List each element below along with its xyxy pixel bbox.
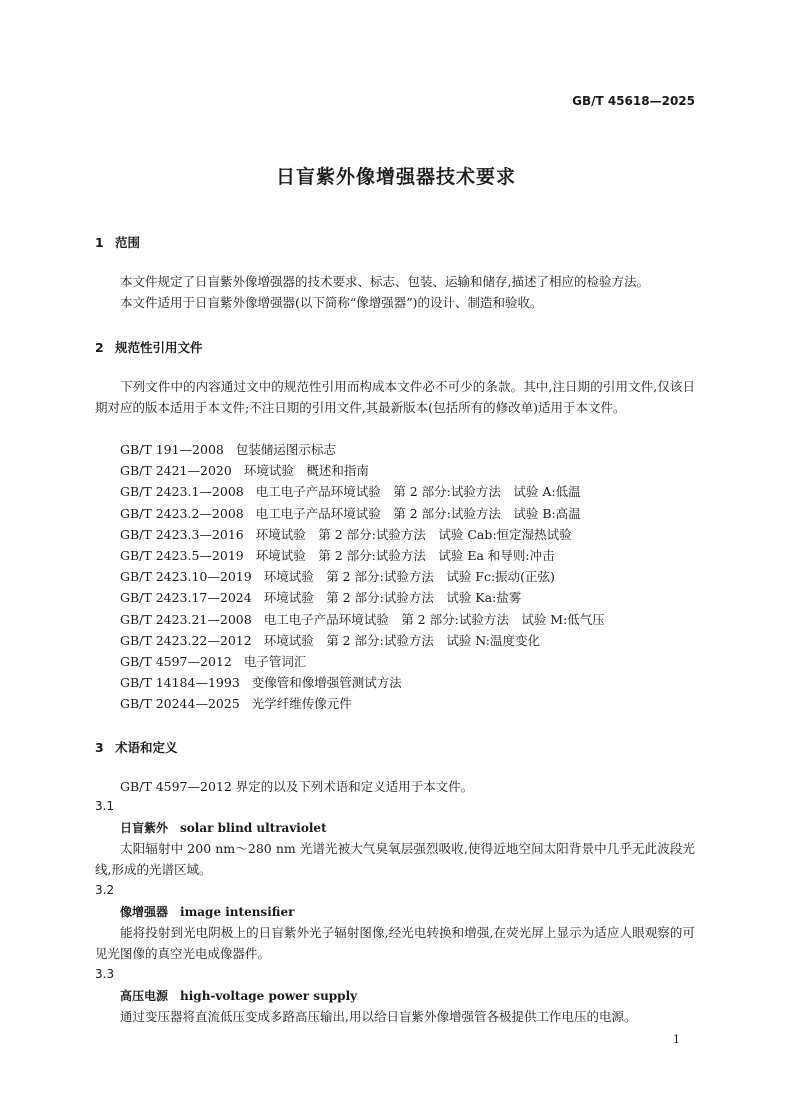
reference-item [120,525,572,543]
term-number: 3.1 [95,799,115,813]
reference-item [120,694,352,712]
reference-title: 电工电子产品环境试验 第 2 部分:试验方法 试验 B:高温 [255,505,581,521]
reference-code: GB/T 20244—2025 [120,696,240,712]
reference-title: 环境试验 第 2 部分:试验方法 试验 Cab:恒定湿热试验 [255,526,572,542]
term-number: 3.2 [95,883,115,897]
section-number: 1 [95,235,104,250]
normative-intro: 下列文件中的内容通过文中的规范性引用而构成本文件必不可少的条款。其中,注日期的引用文件,仅该日期对应的版本适用于本文件;不注日期的引用文件,其最新版本(包括所有的修改单)适用于本文件。 [95,379,695,415]
reference-title: 电工电子产品环境试验 第 2 部分:试验方法 试验 A:低温 [255,484,581,500]
term-zh: 高压电源 [120,989,169,1003]
reference-title: 环境试验 第 2 部分:试验方法 试验 Fc:振动(正弦) [263,569,555,585]
reference-code: GB/T 2423.1—2008 [120,484,244,500]
reference-title: 环境试验 第 2 部分:试验方法 试验 Ka:盐雾 [263,590,522,606]
reference-title: 环境试验 概述和指南 [243,463,369,479]
reference-item [120,482,581,500]
reference-code: GB/T 4597—2012 [120,654,232,669]
page-number: 1 [673,1033,680,1046]
section-title: 术语和定义 [115,740,178,755]
scope-paragraph-2: 本文件适用于日盲紫外像增强器(以下简称“像增强器”)的设计、制造和验收。 [120,295,543,310]
reference-code: GB/T 2421—2020 [120,463,232,479]
reference-item [120,631,540,649]
section-heading-scope [95,233,140,251]
section-title: 规范性引用文件 [115,340,203,355]
term-zh: 像增强器 [120,905,169,919]
reference-code: GB/T 191—2008 [120,442,224,457]
section-heading-normative [95,338,203,356]
term-zh: 日盲紫外 [120,821,169,835]
reference-item [120,652,306,670]
reference-title: 电工电子产品环境试验 第 2 部分:试验方法 试验 M:低气压 [263,611,605,627]
terms-intro: GB/T 4597—2012 界定的以及下列术语和定义适用于本文件。 [120,779,474,794]
reference-code: GB/T 2423.22—2012 [120,632,252,648]
reference-code: GB/T 2423.3—2016 [120,526,244,542]
term-definition: 能将投射到光电阴极上的日盲紫外光子辐射图像,经光电转换和增强,在荧光屏上显示为适应人眼观察的可见光图像的真空光电成像器件。 [95,925,695,961]
reference-item [120,588,521,606]
reference-code: GB/T 2423.10—2019 [120,569,252,585]
section-number: 3 [95,740,104,755]
reference-code: GB/T 2423.2—2008 [120,505,244,521]
reference-item [120,440,336,458]
term-heading [120,819,327,836]
section-title: 范围 [115,235,141,250]
reference-title: 光学纤维传像元件 [251,696,352,712]
term-number: 3.3 [95,967,115,981]
section-heading-terms [95,738,178,756]
term-definition: 通过变压器将直流低压变成多路高压输出,用以给日盲紫外像增强管各极提供工作电压的电源。 [120,1009,637,1024]
scope-paragraph-1: 本文件规定了日盲紫外像增强器的技术要求、标志、包装、运输和储存,描述了相应的检验方法。 [120,274,649,289]
document-title: 日盲紫外像增强器技术要求 [275,166,516,188]
reference-title: 电子管词汇 [243,654,307,669]
reference-item [120,546,555,564]
term-definition: 太阳辐射中 200 nm～280 nm 光谱光被大气臭氧层强烈吸收,使得近地空间太阳背景中几乎无此波段光线,形成的光谱区域。 [95,841,695,877]
term-heading [120,987,357,1004]
reference-title: 环境试验 第 2 部分:试验方法 试验 N:温度变化 [263,632,540,648]
term-en: solar blind ultraviolet [180,821,327,835]
reference-code: GB/T 2423.17—2024 [120,590,252,606]
section-number: 2 [95,340,104,355]
standard-code: GB/T 45618—2025 [572,94,695,108]
reference-code: GB/T 14184—1993 [120,675,240,691]
reference-title: 包装储运图示标志 [235,442,336,457]
reference-title: 环境试验 第 2 部分:试验方法 试验 Ea 和导则:冲击 [255,548,555,563]
term-en: image intensifier [180,905,295,919]
term-heading [120,903,294,920]
reference-item [120,567,555,585]
reference-code: GB/T 2423.5—2019 [120,548,244,563]
term-en: high-voltage power supply [180,989,358,1003]
reference-code: GB/T 2423.21—2008 [120,611,252,627]
reference-title: 变像管和像增强管测试方法 [251,675,402,691]
reference-item [120,610,605,628]
reference-item [120,673,402,691]
reference-item [120,461,369,479]
reference-item [120,504,581,522]
